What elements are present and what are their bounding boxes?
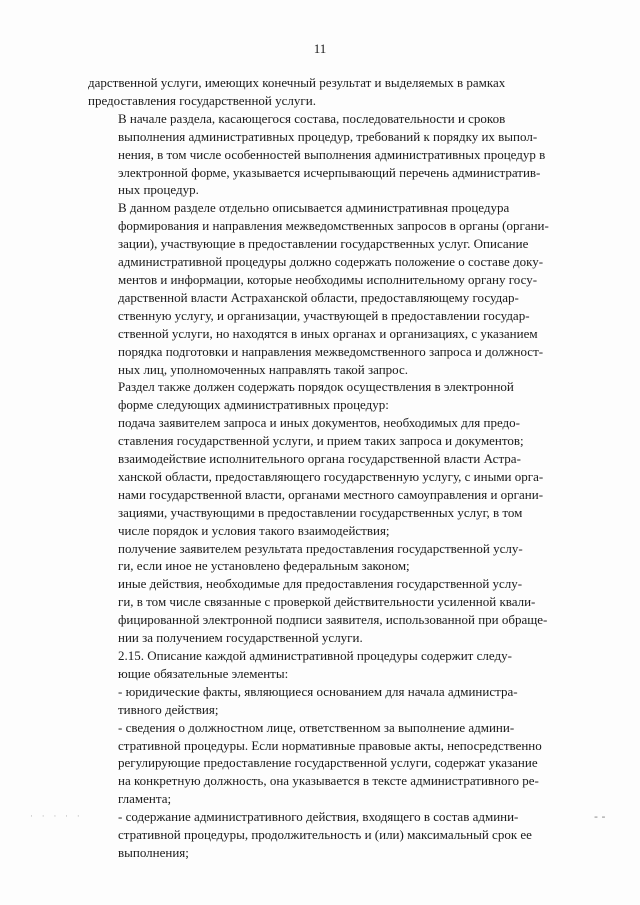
text-line: В данном разделе отдельно описывается административная процедура bbox=[118, 200, 510, 216]
text-line: ханской области, предоставляющего государственную услугу, с иными орга- bbox=[118, 468, 544, 484]
text-line: дарственной услуги, имеющих конечный результат и выделяемых в рамках bbox=[88, 75, 506, 90]
text-line: ги, если иное не установлено федеральным законом; bbox=[118, 558, 410, 574]
paragraph bbox=[88, 540, 585, 576]
text-line: стративной процедуры. Если нормативные правовые акты, непосредственно bbox=[118, 737, 542, 753]
text-line: Раздел также должен содержать порядок осуществления в электронной bbox=[118, 379, 514, 395]
text-line: выполнения; bbox=[118, 844, 189, 860]
text-line: ственную услугу, и организации, участвующей в предоставлении государ- bbox=[118, 307, 530, 323]
text-line: фицированной электронной подписи заявителя, использованной при обраще- bbox=[118, 612, 548, 628]
text-line: подача заявителем запроса и иных документов, необходимых для предо- bbox=[118, 415, 521, 431]
text-line: гламента; bbox=[118, 791, 172, 807]
paragraph bbox=[88, 199, 585, 378]
paragraph bbox=[88, 719, 585, 809]
text-line: В начале раздела, касающегося состава, последовательности и сроков bbox=[118, 110, 506, 126]
text-line: ментов и информации, которые необходимы исполнительному органу госу- bbox=[118, 271, 538, 287]
paragraph bbox=[88, 378, 585, 414]
text-line: ственной услуги, но находятся в иных органах и организациях, с указанием bbox=[118, 325, 538, 341]
paragraph bbox=[88, 575, 585, 647]
text-line: электронной форме, указывается исчерпывающий перечень административ- bbox=[118, 164, 541, 180]
text-line: - юридические факты, являющиеся основанием для начала администра- bbox=[118, 683, 518, 699]
text-line: ющие обязательные элементы: bbox=[118, 665, 289, 681]
text-line: 2.15. Описание каждой административной процедуры содержит следу- bbox=[118, 648, 512, 663]
text-line: ных лиц, уполномоченных направлять такой запрос. bbox=[118, 361, 409, 377]
text-line: - содержание административного действия, входящего в состав админи- bbox=[118, 809, 519, 825]
text-line: ных процедур. bbox=[118, 182, 199, 198]
paragraph bbox=[88, 74, 585, 110]
scan-specks: · · · · · bbox=[30, 812, 83, 822]
paragraph bbox=[88, 110, 585, 200]
text-line: формирования и направления межведомственных запросов в органы (органи- bbox=[118, 218, 549, 234]
document-body bbox=[88, 74, 585, 862]
text-line: тивного действия; bbox=[118, 701, 219, 717]
text-line: иные действия, необходимые для предоставления государственной услу- bbox=[118, 576, 523, 592]
margin-mark: - - bbox=[594, 810, 606, 823]
text-line: нения, в том числе особенностей выполнения административных процедур в bbox=[118, 146, 546, 162]
page-number: 11 bbox=[313, 41, 327, 56]
paragraph bbox=[88, 647, 585, 683]
text-line: числе порядок и условия такого взаимодействия; bbox=[118, 522, 390, 538]
text-line: выполнения административных процедур, требований к порядку их выпол- bbox=[118, 128, 538, 144]
text-line: взаимодействие исполнительного органа государственной власти Астра- bbox=[118, 451, 521, 467]
paragraph bbox=[88, 683, 585, 719]
text-line: - сведения о должностном лице, ответственном за выполнение админи- bbox=[118, 719, 515, 735]
text-line: дарственной власти Астраханской области, предоставляющему государ- bbox=[118, 289, 519, 305]
text-line: зациями, участвующими в предоставлении государственных услуг, в том bbox=[118, 504, 523, 520]
text-line: получение заявителем результата предоставления государственной услу- bbox=[118, 540, 523, 556]
text-line: стративной процедуры, продолжительность и (или) максимальный срок ее bbox=[118, 827, 532, 843]
paragraph bbox=[88, 450, 585, 540]
text-line: административной процедуры должно содержать положение о составе доку- bbox=[118, 254, 544, 270]
text-line: форме следующих административных процедур: bbox=[118, 397, 389, 413]
text-line: ставления государственной услуги, и прием таких запроса и документов; bbox=[118, 433, 524, 449]
text-line: порядка подготовки и направления межведомственного запроса и должност- bbox=[118, 343, 544, 359]
text-line: нами государственной власти, органами местного самоуправления и органи- bbox=[118, 486, 544, 502]
text-line: нии за получением государственной услуги. bbox=[118, 630, 363, 646]
text-line: на конкретную должность, она указывается в тексте административного ре- bbox=[118, 773, 539, 789]
text-line: предоставления государственной услуги. bbox=[88, 92, 316, 108]
paragraph bbox=[88, 808, 585, 862]
paragraph bbox=[88, 414, 585, 450]
text-line: ги, в том числе связанные с проверкой действительности усиленной квали- bbox=[118, 594, 536, 610]
text-line: регулирующие предоставление государственной услуги, содержат указание bbox=[118, 755, 538, 771]
text-line: зации), участвующие в предоставлении государственных услуг. Описание bbox=[118, 236, 529, 252]
